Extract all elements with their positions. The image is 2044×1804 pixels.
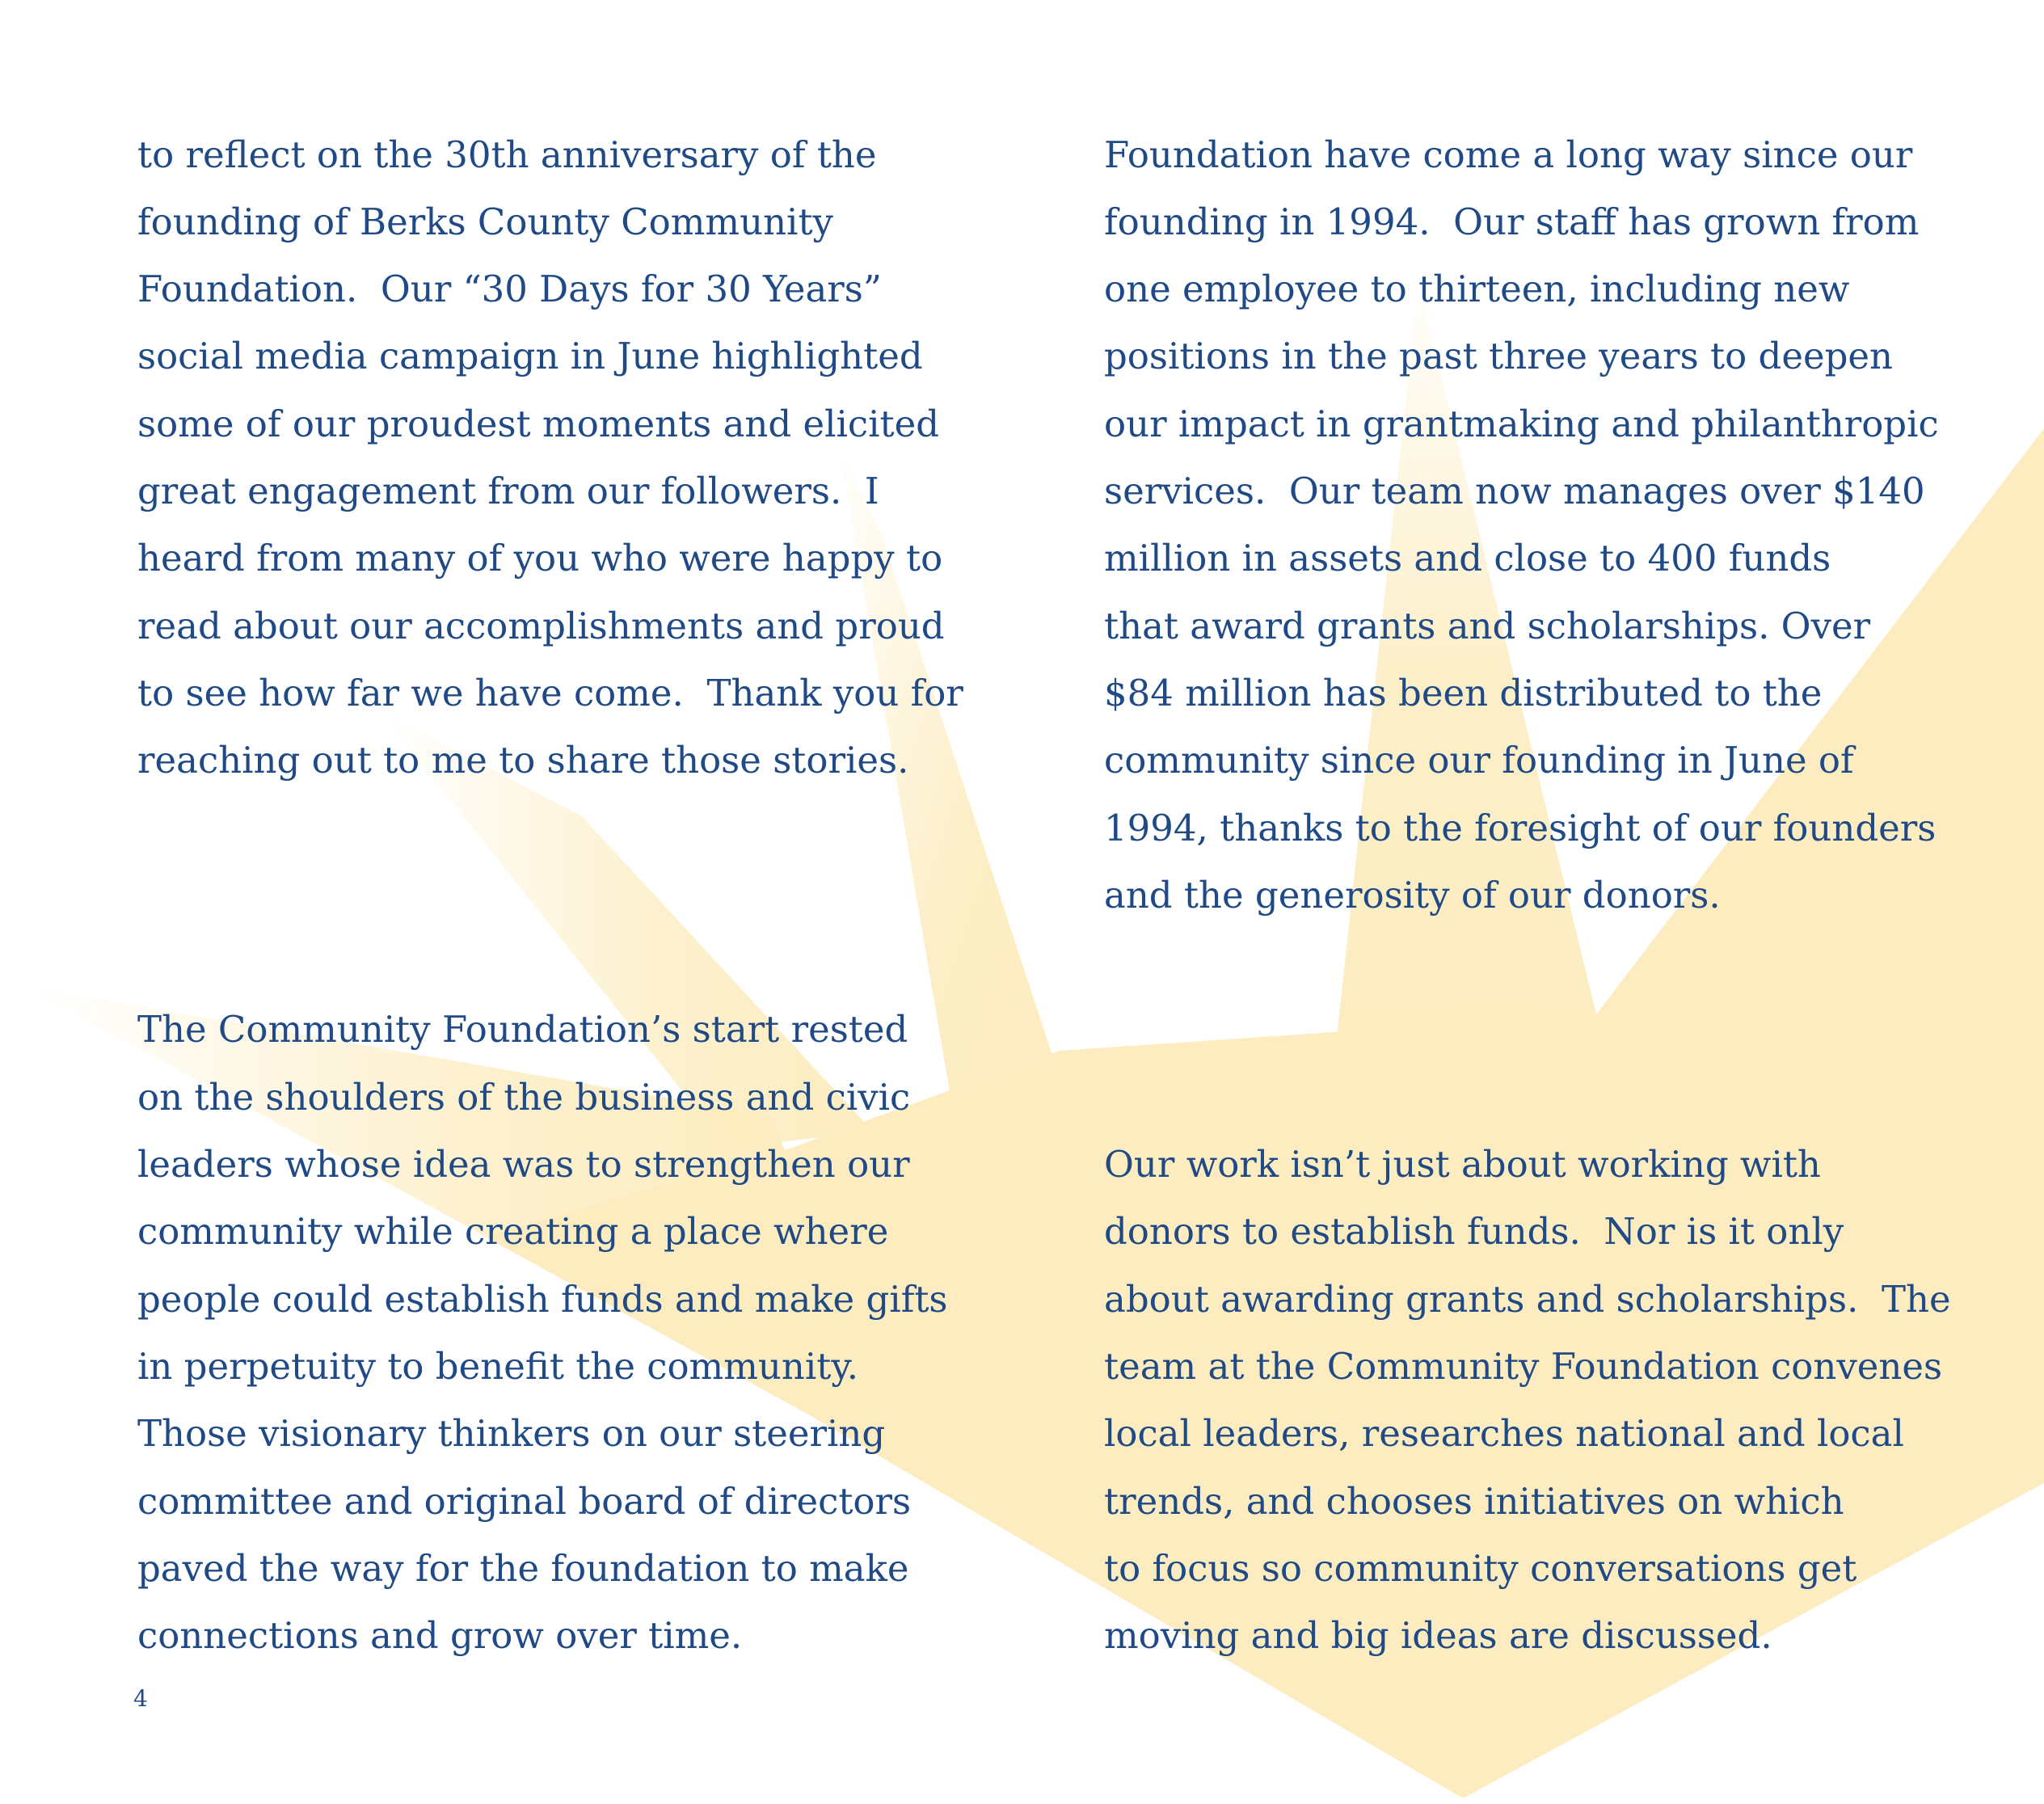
right-text-column	[1104, 0, 2009, 1737]
page-number: 4	[133, 1685, 148, 1712]
left-text-column	[137, 0, 963, 1737]
left-paragraph-2: The Community Foundation’s start rested on the shoulders of the business and civic leaders whose idea was to strengthen our community while creating a place where people could establish funds and make gifts in perpetuity to benefit the community. Those visionary thinkers on our steering committee and original board of directors paved the way for the foundation to make connections and grow over time.	[137, 1008, 948, 1658]
left-paragraph-1: to reflect on the 30th anniversary of the founding of Berks County Community Foundation. Our “30 Days for 30 Years” social media campaign in June highlighted some of our proudest moments and elicited great engagement from our followers. I heard from many of you who were happy to read about our accomplishments and proud to see how far we have come. Thank you for reaching out to me to share those stories.	[137, 133, 963, 782]
right-paragraph-2: Our work isn’t just about working with donors to establish funds. Nor is it only about awarding grants and scholarships. The team at the Community Foundation convenes local leaders, researches national and local trends, and chooses initiatives on which to focus so community conversations get moving and big ideas are discussed.	[1104, 1143, 1951, 1658]
right-paragraph-1: Foundation have come a long way since our founding in 1994. Our staff has grown from one employee to thirteen, including new positions in the past three years to deepen our impact in grantmaking and philanthropic services. Our team now manages over $140 million in assets and close to 400 funds that award grants and scholarships. Over $84 million has been distributed to the community since our founding in June of 1994, thanks to the foresight of our founders and the generosity of our donors.	[1104, 133, 1939, 917]
